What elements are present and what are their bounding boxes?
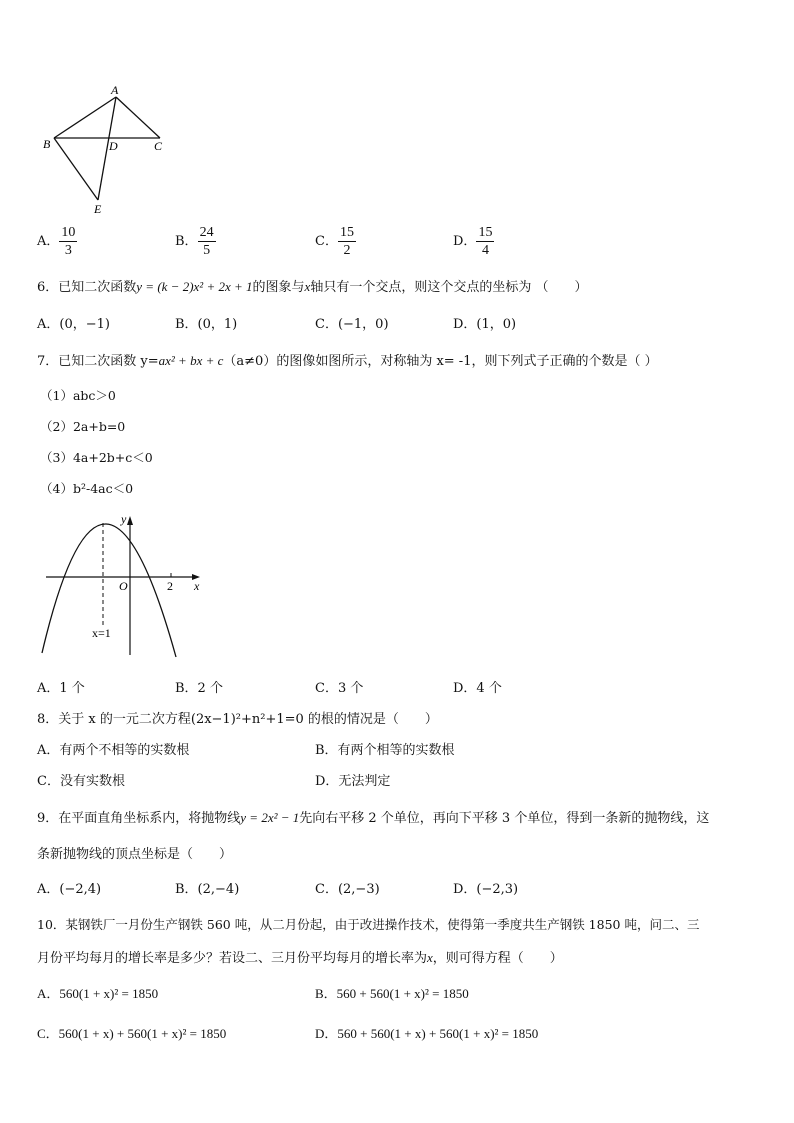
q9-option-d: D．(−2,3) [453, 882, 519, 897]
segment-ac [116, 97, 160, 138]
q9-option-b: B．(2,−4) [175, 882, 240, 897]
q7-item-2: （2）2a+b=0 [40, 419, 126, 434]
fraction: $\frac{15}{2}$ [339, 225, 354, 258]
q5-option-d [453, 224, 494, 259]
label-e: E [94, 202, 102, 216]
q6-formula: y = (k − 2)x² + 2x + 1 [136, 279, 253, 294]
q6-option-a: A．(0，−1) [37, 317, 110, 332]
segment-be [54, 138, 98, 200]
q5-option-a [37, 224, 77, 259]
q7-option-c: C．3 个 [315, 681, 364, 696]
q5-option-b [175, 224, 216, 259]
q7-option-d: D．4 个 [453, 681, 502, 696]
q7-question: 7．已知二次函数 y=ax² + bx + c（a≠0）的图像如图所示，对称轴为 x= -1，则下列式子正确的个数是（ ） [37, 353, 658, 369]
option-letter: B． [175, 234, 198, 249]
q9-option-a: A．(−2,4) [37, 882, 102, 897]
option-letter: C． [315, 234, 338, 249]
q6-option-b: B．(0，1) [175, 317, 238, 332]
q8-option-b: B．有两个相等的实数根 [315, 743, 455, 758]
fraction: $\frac{10}{3}$ [61, 225, 76, 258]
option-letter: D． [453, 234, 477, 249]
label-b: B [43, 137, 51, 151]
q7-item-1: （1）abc＞0 [40, 388, 116, 403]
q8-question: 8．关于 x 的一元二次方程(2x−1)²+n²+1=0 的根的情况是（ ） [37, 712, 438, 727]
q9-question: 9．在平面直角坐标系内，将抛物线y = 2x² − 1先向右平移 2 个单位，再向下平移 3 个单位，得到一条新的抛物线，这 [37, 810, 710, 826]
fraction: $\frac{24}{5}$ [199, 225, 214, 258]
option-letter: A． [37, 234, 60, 249]
segment-ab [54, 97, 116, 138]
q9-question-line2: 条新抛物线的顶点坐标是（ ） [37, 847, 233, 862]
triangle-figure [38, 80, 178, 220]
q10-option-a: A．560(1 + x)² = 1850 [37, 986, 159, 1001]
label-tick-2: 2 [167, 579, 173, 593]
q6-option-c: C．(−1，0) [315, 317, 389, 332]
q5-option-c [315, 224, 356, 259]
label-d: D [109, 139, 118, 153]
q10-question: 10．某钢铁厂一月份生产钢铁 560 吨，从二月份起，由于改进操作技术，使得第一季度共生产钢铁 1850 吨，问二、三 [37, 917, 700, 932]
q7-item-3: （3）4a+2b+c＜0 [40, 450, 153, 465]
q8-option-d: D．无法判定 [315, 774, 391, 789]
label-symmetry-axis: x=1 [92, 626, 111, 640]
parabola-graph [38, 505, 208, 660]
q7-item-4: （4）b²-4ac＜0 [40, 481, 134, 496]
q10-option-b: B．560 + 560(1 + x)² = 1850 [315, 986, 469, 1001]
q9-formula: y = 2x² − 1 [240, 810, 300, 825]
fraction: $\frac{15}{4}$ [478, 225, 493, 258]
q8-option-a: A．有两个不相等的实数根 [37, 743, 190, 758]
q6-question: 6．已知二次函数y = (k − 2)x² + 2x + 1的图象与x轴只有一个交点，则这个交点的坐标为 （ ） [37, 279, 588, 295]
label-origin: O [119, 579, 128, 593]
y-axis-arrow [127, 516, 133, 525]
q8-option-c: C．没有实数根 [37, 774, 125, 789]
q10-option-c: C．560(1 + x) + 560(1 + x)² = 1850 [37, 1026, 227, 1041]
label-y: y [121, 512, 127, 526]
q7-option-b: B．2 个 [175, 681, 223, 696]
q7-option-a: A．1 个 [37, 681, 85, 696]
label-c: C [154, 139, 163, 153]
q7-formula: ax² + bx + c [158, 353, 224, 368]
q10-option-d: D．560 + 560(1 + x) + 560(1 + x)² = 1850 [315, 1026, 539, 1041]
q6-option-d: D．(1，0) [453, 317, 517, 332]
q9-option-c: C．(2,−3) [315, 882, 380, 897]
label-a: A [111, 83, 119, 97]
label-x: x [194, 579, 200, 593]
q10-question-line2: 月份平均每月的增长率是多少？若设二、三月份平均每月的增长率为x，则可得方程（ ） [37, 950, 563, 966]
